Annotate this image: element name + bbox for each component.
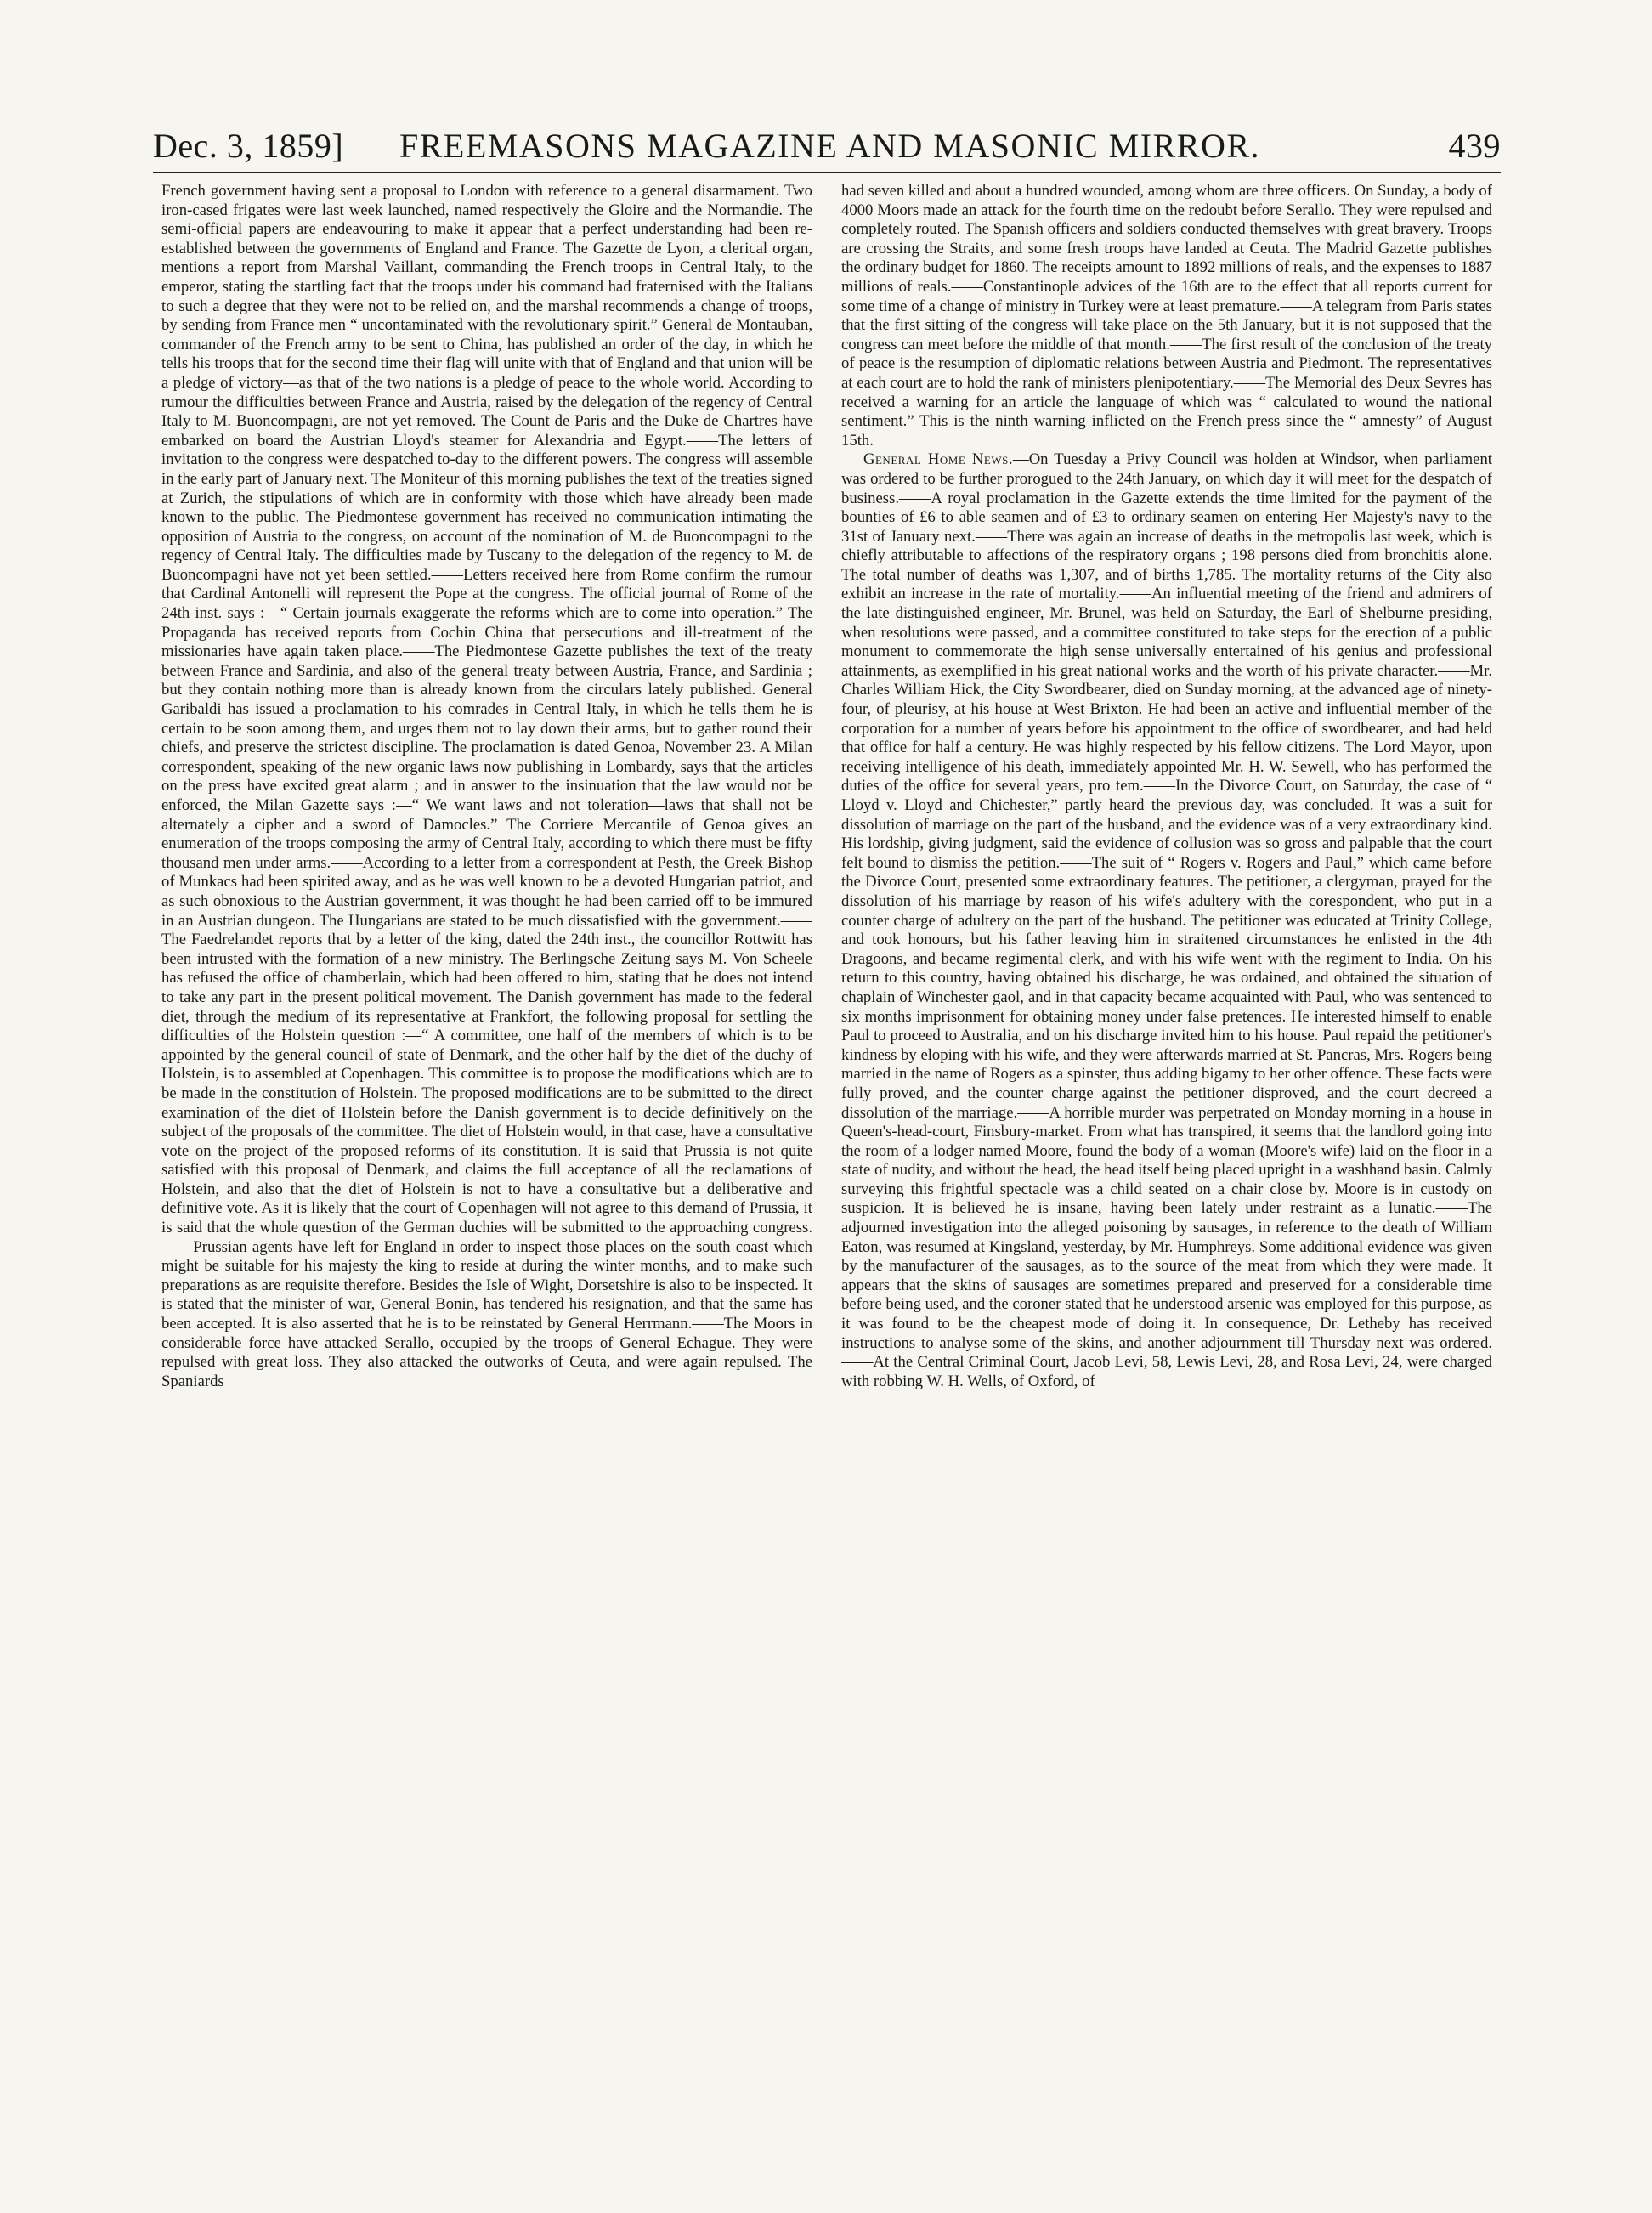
left-column <box>161 182 812 2052</box>
home-news-paragraph <box>841 450 1492 1391</box>
publication-title: FREEMASONS MAGAZINE AND MASONIC MIRROR. <box>399 127 1261 165</box>
foreign-news-continuation: had seven killed and about a hundred wounded, among whom are three officers. On Sunday, a body of 4000 Moors made an attack for the fourth time on the redoubt before Serallo. They were repulsed and completely routed. The Spanish officers and soldiers conducted themselves with great bravery. Troops are crossing the Straits, and some fresh troops have landed at Ceuta. The Madrid Gazette publishes the ordinary budget for 1860. The receipts amount to 1892 millions of reals, and the expenses to 1887 millions of reals.——Constantinople advices of the 16th are to the effect that all reports current for some time of a change of ministry in Turkey were at least premature.——A telegram from Paris states that the first sitting of the congress will take place on the 5th January, but it is not supposed that the congress can meet before the middle of that month.——The first result of the conclusion of the treaty of peace is the resumption of diplomatic relations between Austria and Piedmont. The representatives at each court are to hold the rank of ministers plenipotentiary.——The Memorial des Deux Sevres has received a warning for an article the language of which was “ calculated to wound the national sentiment.” This is the ninth warning inflicted on the French press since the “ amnesty” of August 15th. <box>841 182 1492 450</box>
section-lead: General Home News. <box>863 450 1013 469</box>
home-news-text: —On Tuesday a Privy Council was holden at Windsor, when parliament was ordered to be further prorogued to the 24th January, on which day it will meet for the despatch of business.——A royal proclamation in the Gazette extends the time limited for the payment of the bounties of £6 to able seamen and of £3 to ordinary seamen on entering Her Majesty's navy to the 31st of January next.——There was again an increase of deaths in the metropolis last week, which is chiefly attributable to affections of the respiratory organs ; 198 persons died from bronchitis alone. The total number of deaths was 1,307, and of births 1,785. The mortality returns of the City also exhibit an increase in the rate of mortality.——An influential meeting of the friend and admirers of the late distinguished engineer, Mr. Brunel, was held on Saturday, the Earl of Shelburne presiding, when resolutions were passed, and a committee constituted to take steps for the erection of a public monument to commemorate the high sense universally entertained of his genius and professional attainments, as exemplified in his great national works and the worth of his private character.——Mr. Charles William Hick, the City Swordbearer, died on Sunday morning, at the advanced age of ninety-four, of pleurisy, at his house at West Brixton. He had been an active and influential member of the corporation for a number of years before his appointment to the office of swordbearer, and had held that office for half a century. He was highly respected by his fellow citizens. The Lord Mayor, upon receiving intelligence of his death, immediately appointed Mr. H. W. Sewell, who has performed the duties of the office for several years, pro tem.——In the Divorce Court, on Saturday, the case of “ Lloyd v. Lloyd and Chichester,” partly heard the previous day, was concluded. It was a suit for dissolution of marriage on the part of the husband, and the evidence was of a very extraordinary kind. His lordship, giving judgment, said the evidence of collusion was so gross and palpable that the court felt bound to dismiss the petition.——The suit of “ Rogers v. Rogers and Paul,” which came before the Divorce Court, presented some extraordinary features. The petitioner, a clergyman, prayed for the dissolution of his marriage by reason of his wife's adultery with the corespondent, who put in a counter charge of adultery on the part of the husband. The petitioner was educated at Trinity College, and took honours, but his father leaving him in straitened circumstances he enlisted in the 4th Dragoons, and became regimental clerk, and with his wife went with the regiment to India. On his return to this country, having obtained his discharge, he was ordained, and obtained the situation of chaplain of Winchester gaol, and in that capacity became acquainted with Paul, who was sentenced to six months imprisonment for obtaining money under false pretences. He interested himself to enable Paul to proceed to Australia, and on his discharge invited him to his house. Paul repaid the petitioner's kindness by eloping with his wife, and they were afterwards married at St. Pancras, Mrs. Rogers being married in the name of Rogers as a spinster, thus adding bigamy to her other offence. These facts were fully proved, and the counter charge against the petitioner disproved, and the court decreed a dissolution of the marriage.——A horrible murder was perpetrated on Monday morning in a house in Queen's-head-court, Finsbury-market. From what has transpired, it seems that the landlord going into the room of a lodger named Moore, found the body of a woman (Moore's wife) laid on the floor in a state of nudity, and without the head, the head itself being placed upright in a washhand basin. Calmly surveying this frightful spectacle was a child seated on a chair close by. Moore is in custody on suspicion. It is believed he is insane, having been lately under restraint as a lunatic.——The adjourned investigation into the alleged poisoning by sausages, in reference to the death of William Eaton, was resumed at Kingsland, yesterday, by Mr. Humphreys. Some additional evidence was given by the manufacturer of the sausages, as to the source of the meat from which they were made. It appears that the skins of sausages are sometimes prepared and preserved for a considerable time before being used, and the coroner stated that he understood arsenic was employed for this purpose, as it was found to be the cheapest mode of doing it. In consequence, Dr. Letheby has received instructions to analyse some of the skins, and another adjournment till Thursday next was ordered.——At the Central Criminal Court, Jacob Levi, 58, Lewis Levi, 28, and Rosa Levi, 24, were charged with robbing W. H. Wells, of Oxford, of <box>841 450 1492 1390</box>
page-header <box>153 121 1501 173</box>
page-number: 439 <box>1448 127 1501 165</box>
article-text-left: French government having sent a proposal to London with reference to a general disarmament. Two iron-cased frigates were last week launched, named respectively the Gloire and the Normandie. The semi-official papers are endeavouring to make it appear that a perfect understanding had been re-established between the governments of England and France. The Gazette de Lyon, a clerical organ, mentions a report from Marshal Vaillant, commanding the French troops in Central Italy, to the emperor, stating the startling fact that the troops under his command had fraternised with the Italians to such a degree that they were not to be relied on, and the marshal recommends a change of troops, by sending from France men “ uncontaminated with the revolutionary spirit.” General de Montauban, commander of the French army to be sent to China, has published an order of the day, in which he tells his troops that for the second time their flag will unite with that of England and that union will be a pledge of victory—as that of the two nations is a pledge of peace to the whole world. According to rumour the difficulties between France and Austria, raised by the delegation of the regency of Central Italy to M. Buoncompagni, are not yet removed. The Count de Paris and the Duke de Chartres have embarked on board the Austrian Lloyd's steamer for Alexandria and Egypt.——The letters of invitation to the congress were despatched to-day to the different powers. The congress will assemble in the early part of January next. The Moniteur of this morning publishes the text of the treaties signed at Zurich, the stipulations of which are in conformity with those which have already been made known to the public. The Piedmontese government has received no communication intimating the opposition of Austria to the congress, on account of the nomination of M. de Buoncompagni to the regency of Central Italy. The difficulties made by Tuscany to the delegation of the regency to M. de Buoncompagni have not yet been settled.——Letters received here from Rome confirm the rumour that Cardinal Antonelli will represent the Pope at the congress. The official journal of Rome of the 24th inst. says :—“ Certain journals exaggerate the reforms which are to come into operation.” The Propaganda has received reports from Cochin China that persecutions and ill-treatment of the missionaries have again taken place.——The Piedmontese Gazette publishes the text of the treaty between France and Sardinia, and also of the general treaty between Austria, France, and Sardinia ; but they contain nothing more than is already known from the circulars lately published. General Garibaldi has issued a proclamation to his comrades in Central Italy, in which he tells them he is certain to be soon among them, and urges them not to lay down their arms, but to gather round their chiefs, and preserve the strictest discipline. The proclamation is dated Genoa, November 23. A Milan correspondent, speaking of the new organic laws now publishing in Lombardy, says that the articles on the press have excited great alarm ; and in answer to the insinuation that the law would not be enforced, the Milan Gazette says :—“ We want laws and not toleration—laws that shall not be alternately a cipher and a sword of Damocles.” The Corriere Mercantile of Genoa gives an enumeration of the troops composing the army of Central Italy, according to which there must be fifty thousand men under arms.——According to a letter from a correspondent at Pesth, the Greek Bishop of Munkacs had been spirited away, and as he was well known to be a devoted Hungarian patriot, and as such obnoxious to the Austrian government, it was thought he had been carried off to be immured in an Austrian dungeon. The Hungarians are stated to be much dissatisfied with the government.——The Faedrelandet reports that by a letter of the king, dated the 24th inst., the councillor Rottwitt has been intrusted with the formation of a new ministry. The Berlingsche Zeitung says M. Von Scheele has refused the office of chamberlain, which had been offered to him, stating that he does not intend to take any part in the present political movement. The Danish government has made to the federal diet, through the medium of its representative at Frankfort, the following proposal for settling the difficulties of the Holstein question :—“ A committee, one half of the members of which is to be appointed by the general council of state of Denmark, and the other half by the diet of the duchy of Holstein, is to assembled at Copenhagen. This committee is to propose the modifications which are to be made in the constitution of Holstein. The proposed modifications are to be submitted to the direct examination of the diet of Holstein before the Danish government is to decide definitively on the subject of the proposals of the committee. The diet of Holstein would, in that case, have a consultative vote on the project of the proposed reforms of its constitution. It is said that Prussia is not quite satisfied with this proposal of Denmark, and claims the full acceptance of all the reclamations of Holstein, and also that the diet of Holstein is not to have a consultative but a deliberative and definitive vote. As it is likely that the court of Copenhagen will not agree to this demand of Prussia, it is said that the whole question of the German duchies will be submitted to the approaching congress.——Prussian agents have left for England in order to inspect those places on the south coast which might be suitable for his majesty the king to reside at during the winter months, and to make such preparations as are requisite therefore. Besides the Isle of Wight, Dorsetshire is also to be inspected. It is stated that the minister of war, General Bonin, has tendered his resignation, and that the same has been accepted. It is also asserted that he is to be reinstated by General Herrmann.——The Moors in considerable force have attacked Serallo, occupied by the troops of General Echague. They were repulsed with great loss. They also attacked the outworks of Ceuta, and were again repulsed. The Spaniards <box>161 182 812 1390</box>
right-column <box>841 182 1492 2052</box>
issue-date: Dec. 3, 1859] <box>153 127 344 165</box>
